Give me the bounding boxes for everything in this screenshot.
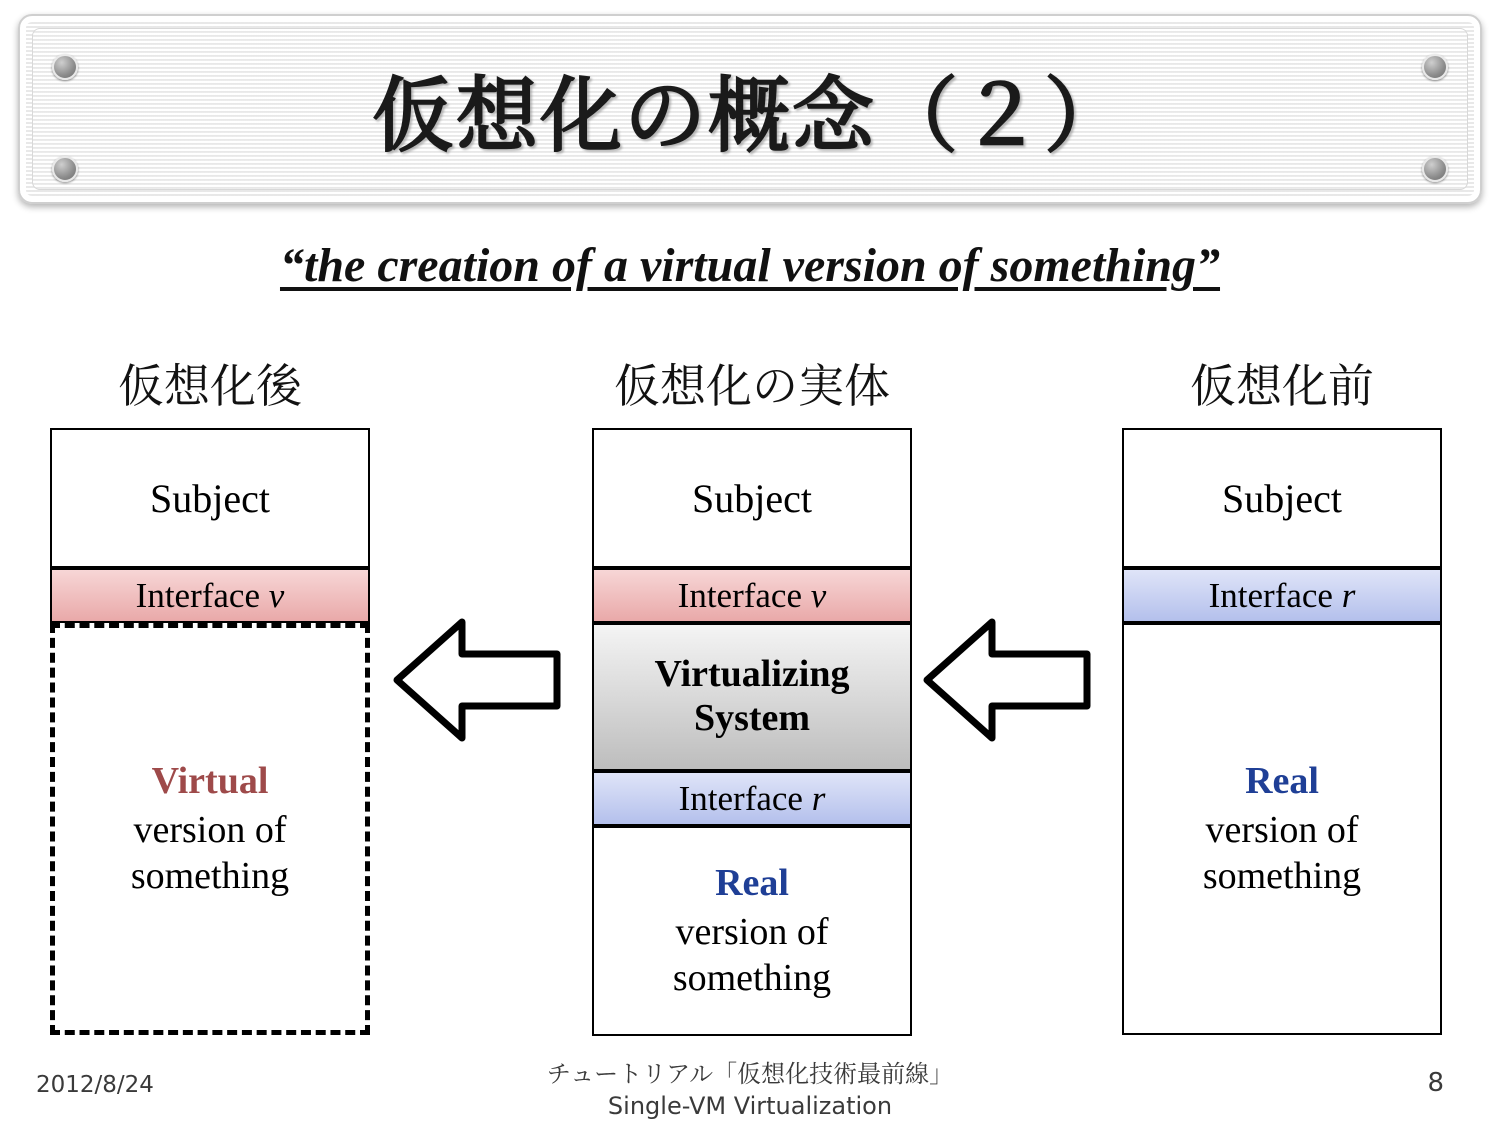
screw-icon (1422, 156, 1448, 182)
virtualizing-system-line1: Virtualizing (654, 653, 850, 696)
title-plate (18, 14, 1482, 204)
screw-icon (1422, 54, 1448, 80)
real-something: something (1202, 854, 1362, 897)
stack-after-virtualization (50, 428, 370, 1035)
subtitle-quote-text: “the creation of a virtual version of something” (279, 239, 1221, 292)
virtual-keyword: Virtual (151, 759, 269, 802)
interface-r-label: Interface (678, 778, 812, 818)
box-subject: Subject (592, 428, 912, 568)
screw-icon (52, 54, 78, 80)
real-version-of: version of (675, 911, 829, 954)
box-interface-v (592, 568, 912, 623)
column-heading-before: 仮想化前 (1190, 359, 1374, 413)
interface-r-symbol: r (811, 778, 826, 818)
box-virtual-version (50, 623, 370, 1035)
interface-v-label: Interface (135, 575, 269, 615)
interface-v-label: Interface (677, 575, 811, 615)
column-heading-entity: 仮想化の実体 (614, 359, 890, 413)
page-title: 仮想化の概念（２） (371, 68, 1128, 164)
virtualizing-system-line2: System (693, 697, 811, 739)
footer-subtitle (0, 1058, 1500, 1123)
box-interface-r (1122, 568, 1442, 623)
stack-before-virtualization (1122, 428, 1442, 1035)
subtitle-quote (0, 238, 1500, 293)
footer-date: 2012/8/24 (36, 1072, 154, 1098)
box-real-version (592, 826, 912, 1036)
screw-icon (52, 156, 78, 182)
interface-v-symbol: v (268, 575, 285, 615)
footer-subtitle-line2: Single-VM Virtualization (607, 1092, 893, 1121)
virtual-something: something (130, 854, 290, 897)
page-number: 8 (1427, 1068, 1444, 1098)
arrow-center-to-left-icon (392, 610, 562, 750)
box-real-version (1122, 623, 1442, 1035)
title-plate-inner (32, 28, 1468, 190)
box-interface-v (50, 568, 370, 623)
column-heading-after: 仮想化後 (118, 359, 302, 413)
interface-v-symbol: v (810, 575, 827, 615)
interface-r-symbol: r (1341, 575, 1356, 615)
box-interface-r (592, 771, 912, 826)
arrow-right-to-center-icon (922, 610, 1092, 750)
interface-r-label: Interface (1208, 575, 1342, 615)
box-subject: Subject (50, 428, 370, 568)
footer-subtitle-line1: チュートリアル「仮想化技術最前線」 (546, 1060, 954, 1088)
stack-virtualizing-entity (592, 428, 912, 1036)
real-version-of: version of (1205, 809, 1359, 852)
virtual-version-of: version of (133, 809, 287, 852)
real-keyword: Real (715, 861, 789, 904)
box-subject: Subject (1122, 428, 1442, 568)
box-virtualizing-system (592, 623, 912, 771)
real-keyword: Real (1245, 759, 1319, 802)
real-something: something (672, 956, 832, 999)
